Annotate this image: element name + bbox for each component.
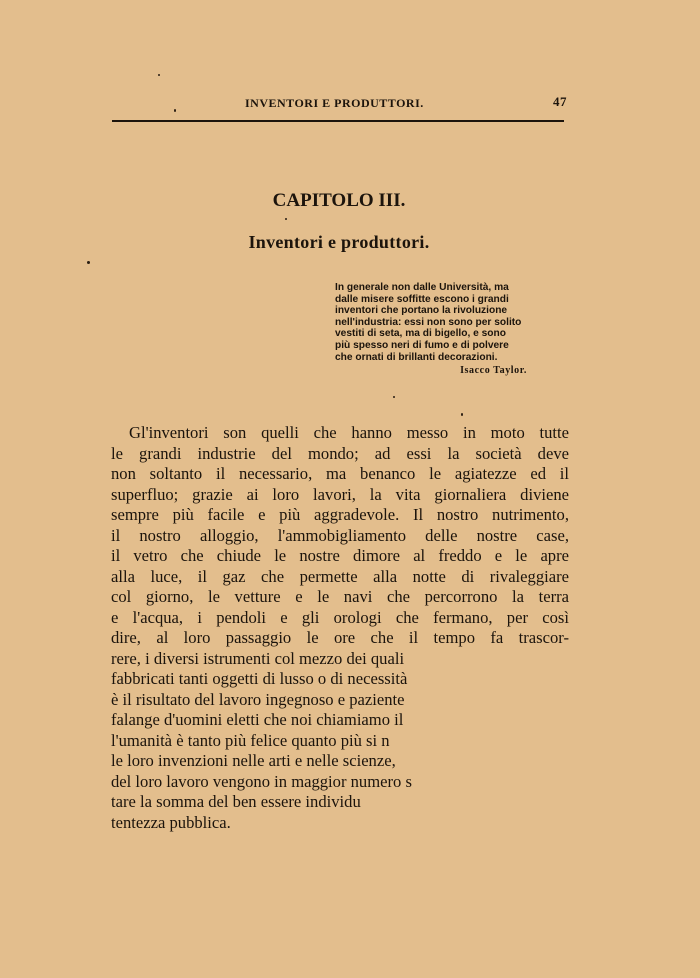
body-line: l'umanità è tanto più felice quanto più si n bbox=[111, 730, 390, 750]
running-title: INVENTORI E PRODUTTORI. bbox=[245, 96, 424, 110]
body-paragraph bbox=[111, 423, 569, 833]
epigraph bbox=[335, 282, 567, 377]
body-line: tentezza pubblica. bbox=[111, 812, 231, 832]
body-line: rere, i diversi istrumenti col mezzo dei quali bbox=[111, 648, 405, 668]
body-line: col giorno, le vetture e le navi che percorrono la terra bbox=[111, 587, 569, 606]
body-line: alla luce, il gaz che permette alla notte di rivaleggiare bbox=[111, 566, 569, 586]
body-line: superfluo; grazie ai loro lavori, la vita giornaliera diviene bbox=[111, 484, 569, 504]
chapter-heading: CAPITOLO III. bbox=[272, 190, 406, 211]
body-line: sempre più facile e più aggradevole. Il nostro nutrimento, bbox=[111, 505, 569, 524]
body-line: il vetro che chiude le nostre dimore al freddo e le apre bbox=[111, 546, 569, 565]
body-line: del loro lavoro vengono in maggior numero s bbox=[111, 771, 412, 791]
chapter-title: Inventori e produttori. bbox=[248, 232, 430, 252]
epigraph-line: nell'industria: essi non sono per solito bbox=[335, 316, 522, 328]
body-line: dire, al loro passaggio le ore che il tempo fa trascor- bbox=[111, 628, 569, 647]
ink-speck bbox=[393, 396, 395, 398]
body-line: e l'acqua, i pendoli e gli orologi che fermano, per così bbox=[111, 607, 569, 627]
epigraph-line: dalle misere soffitte escono i grandi bbox=[335, 293, 509, 305]
body-line: le grandi industrie del mondo; ad essi la società deve bbox=[111, 443, 569, 463]
epigraph-line: più spesso neri di fumo e di polvere bbox=[335, 339, 509, 351]
body-line: il nostro alloggio, l'ammobigliamento delle nostre case, bbox=[111, 525, 569, 545]
page-number: 47 bbox=[553, 94, 567, 109]
epigraph-line: vestiti di seta, ma di bigello, e sono bbox=[335, 328, 506, 340]
body-line: fabbricati tanti oggetti di lusso o di necessità bbox=[111, 669, 408, 688]
ink-speck bbox=[174, 109, 176, 112]
header-rule bbox=[112, 120, 564, 122]
epigraph-author: Isacco Taylor. bbox=[460, 365, 527, 377]
epigraph-line: che ornati di brillanti decorazioni. bbox=[335, 351, 498, 363]
ink-speck bbox=[87, 261, 90, 264]
body-line: le loro invenzioni nelle arti e nelle scienze, bbox=[111, 751, 396, 770]
epigraph-line: In generale non dalle Università, ma bbox=[335, 282, 509, 293]
body-line: tare la somma del ben essere individu bbox=[111, 792, 361, 811]
body-line: Gl'inventori son quelli che hanno messo in moto tutte bbox=[129, 423, 569, 442]
ink-speck bbox=[285, 218, 287, 220]
body-line: falange d'uomini eletti che noi chiamiamo il bbox=[111, 710, 404, 729]
ink-speck bbox=[461, 413, 463, 416]
body-line: non soltanto il necessario, ma benanco le agiatezze ed il bbox=[111, 464, 569, 483]
body-line: è il risultato del lavoro ingegnoso e paziente bbox=[111, 689, 405, 709]
epigraph-line: inventori che portano la rivoluzione bbox=[335, 305, 508, 317]
ink-speck bbox=[158, 74, 160, 76]
